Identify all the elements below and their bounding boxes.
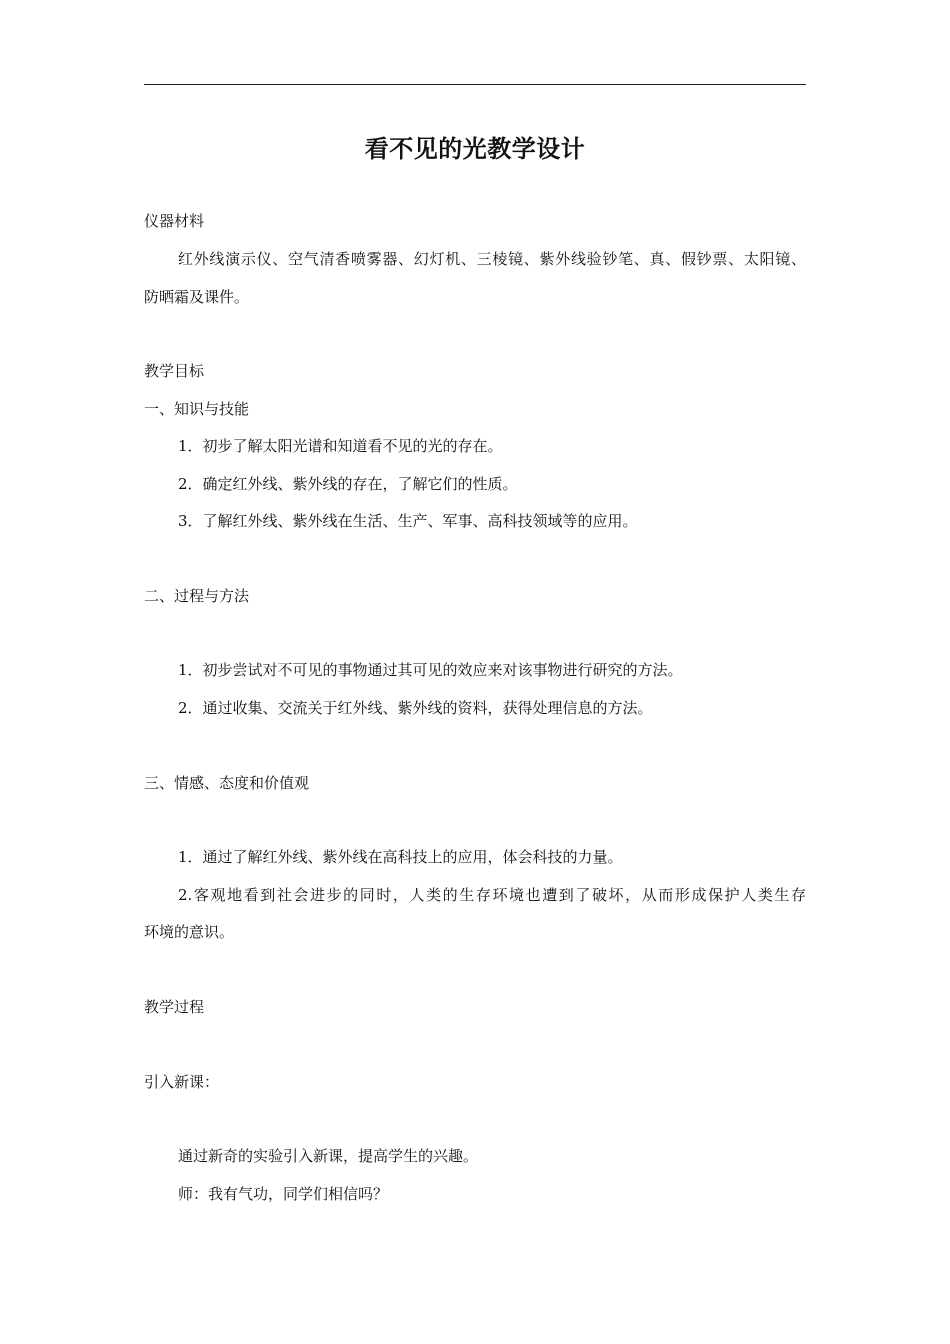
emotion-item-2: 2.客观地看到社会进步的同时，人类的生存环境也遭到了破坏，从而形成保护人类生存	[178, 886, 806, 904]
knowledge-item-1: 1．初步了解太阳光谱和知道看不见的光的存在。	[178, 437, 503, 455]
materials-heading: 仪器材料	[144, 212, 205, 230]
materials-text-line-2: 防晒霜及课件。	[144, 288, 250, 306]
intro-line-1: 通过新奇的实验引入新课，提高学生的兴趣。	[178, 1147, 479, 1165]
intro-line-2: 师：我有气功，同学们相信吗？	[178, 1185, 389, 1203]
knowledge-heading: 一、知识与技能	[144, 400, 250, 418]
knowledge-item-3: 3．了解红外线、紫外线在生活、生产、军事、高科技领域等的应用。	[178, 512, 638, 530]
emotion-item-2-continued: 环境的意识。	[144, 923, 235, 941]
intro-heading: 引入新课：	[144, 1073, 220, 1091]
emotion-item-1: 1．通过了解红外线、紫外线在高科技上的应用，体会科技的力量。	[178, 848, 623, 866]
process-item-1: 1．初步尝试对不可见的事物通过其可见的效应来对该事物进行研究的方法。	[178, 661, 683, 679]
goals-heading: 教学目标	[144, 362, 205, 380]
document-title: 看不见的光教学设计	[364, 135, 586, 163]
emotion-heading: 三、情感、态度和价值观	[144, 774, 310, 792]
teaching-process-heading: 教学过程	[144, 998, 205, 1016]
knowledge-item-2: 2．确定红外线、紫外线的存在，了解它们的性质。	[178, 475, 518, 493]
materials-text-line-1: 红外线演示仪、空气清香喷雾器、幻灯机、三棱镜、紫外线验钞笔、真、假钞票、太阳镜、	[178, 250, 806, 268]
header-rule	[144, 84, 806, 85]
process-item-2: 2．通过收集、交流关于红外线、紫外线的资料，获得处理信息的方法。	[178, 699, 653, 717]
process-heading: 二、过程与方法	[144, 587, 250, 605]
